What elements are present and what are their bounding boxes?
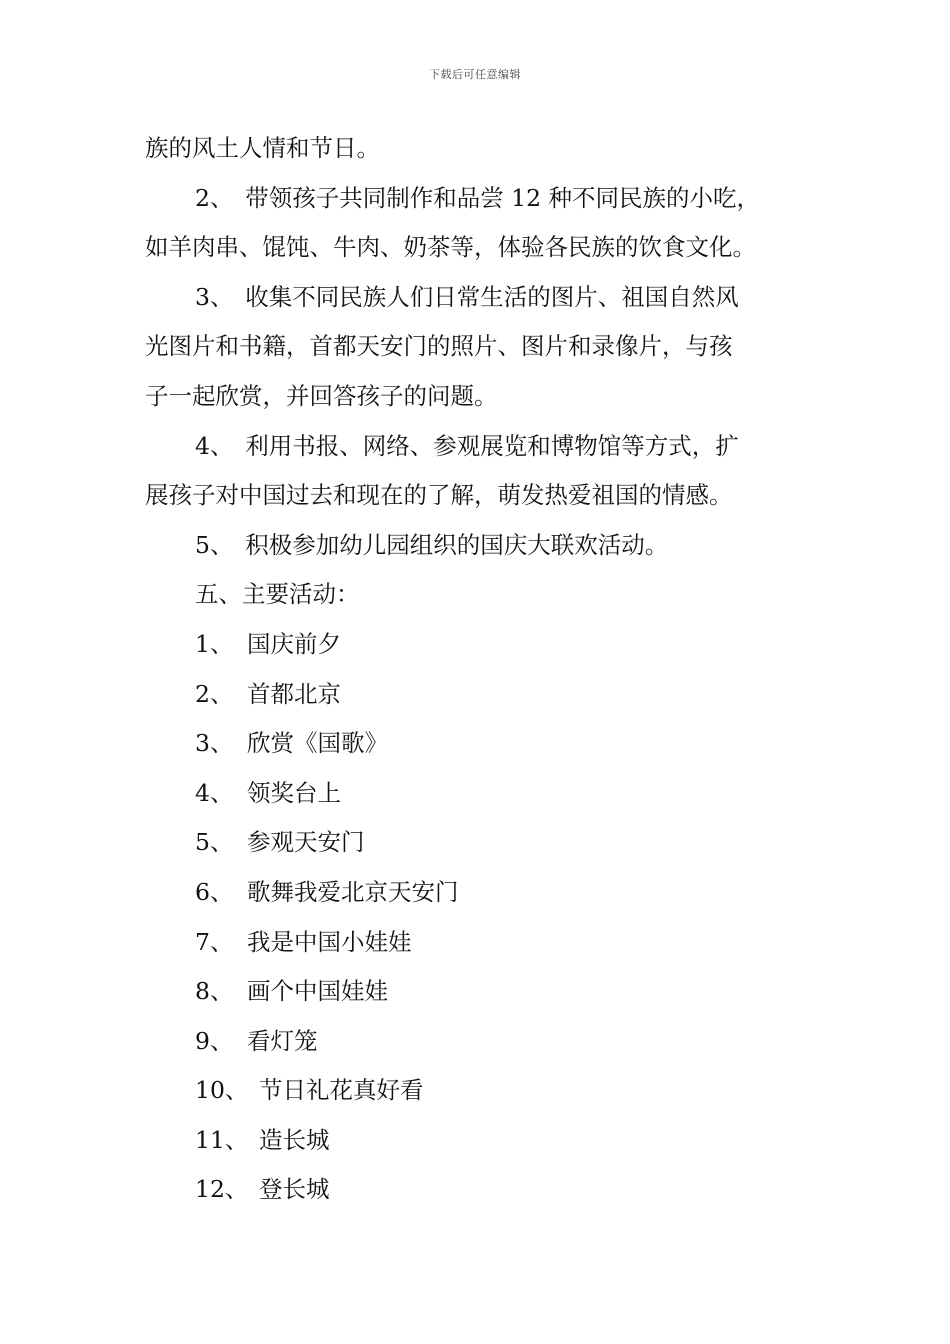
activity-item — [145, 769, 810, 819]
activity-text: 欣赏《国歌》 — [247, 729, 388, 758]
activity-item — [145, 1116, 810, 1166]
activity-item — [145, 1165, 810, 1215]
activity-item — [145, 967, 810, 1017]
section-title: 五、主要活动： — [195, 580, 360, 609]
document-body — [145, 124, 810, 1215]
activity-number: 8、 — [195, 977, 234, 1006]
page-header: 下载后可任意编辑 — [429, 68, 521, 81]
activity-text: 看灯笼 — [247, 1026, 318, 1055]
activity-item — [145, 918, 810, 968]
activity-number: 7、 — [195, 927, 234, 956]
activity-number: 3、 — [195, 729, 234, 758]
paragraph-line: 如羊肉串、馄饨、牛肉、奶茶等，体验各民族的饮食文化。 — [145, 233, 756, 262]
paragraph-line: 族的风土人情和节日。 — [145, 134, 380, 162]
activity-text: 领奖台上 — [247, 778, 341, 807]
activity-item — [145, 719, 810, 769]
activity-number: 1、 — [195, 629, 234, 658]
activity-item — [145, 670, 810, 720]
activity-item — [145, 818, 810, 868]
paragraph-line: 子一起欣赏，并回答孩子的问题。 — [145, 381, 498, 410]
activity-text: 参观天安门 — [247, 828, 365, 857]
paragraph-line: 4、 利用书报、网络、参观展览和博物馆等方式，扩 — [195, 431, 739, 460]
activity-text: 首都北京 — [247, 679, 341, 708]
activity-number: 12、 — [195, 1175, 249, 1204]
activity-number: 9、 — [195, 1026, 234, 1055]
activity-item — [145, 1066, 810, 1116]
activity-text: 造长城 — [259, 1125, 330, 1154]
activity-text: 节日礼花真好看 — [259, 1076, 424, 1105]
activity-text: 画个中国娃娃 — [247, 977, 388, 1006]
activity-text: 歌舞我爱北京天安门 — [247, 877, 459, 906]
activity-number: 2、 — [195, 679, 234, 708]
activity-item — [145, 620, 810, 670]
activity-number: 4、 — [195, 778, 234, 807]
activity-number: 10、 — [195, 1076, 249, 1105]
activity-number: 11、 — [195, 1125, 249, 1154]
paragraph-line: 光图片和书籍，首都天安门的照片、图片和录像片，与孩 — [145, 332, 733, 361]
activity-text: 我是中国小娃娃 — [247, 927, 412, 956]
paragraph-line: 展孩子对中国过去和现在的了解，萌发热爱祖国的情感。 — [145, 481, 733, 510]
activity-text: 登长城 — [259, 1175, 330, 1204]
activity-item — [145, 1017, 810, 1067]
paragraph-line: 3、 收集不同民族人们日常生活的图片、祖国自然风 — [195, 282, 739, 311]
paragraph-line: 2、 带领孩子共同制作和品尝 12 种不同民族的小吃， — [195, 183, 761, 212]
activity-text: 国庆前夕 — [247, 629, 341, 658]
activity-number: 5、 — [195, 828, 234, 857]
paragraph-line: 5、 积极参加幼儿园组织的国庆大联欢活动。 — [195, 530, 669, 559]
activity-item — [145, 868, 810, 918]
activity-number: 6、 — [195, 877, 234, 906]
